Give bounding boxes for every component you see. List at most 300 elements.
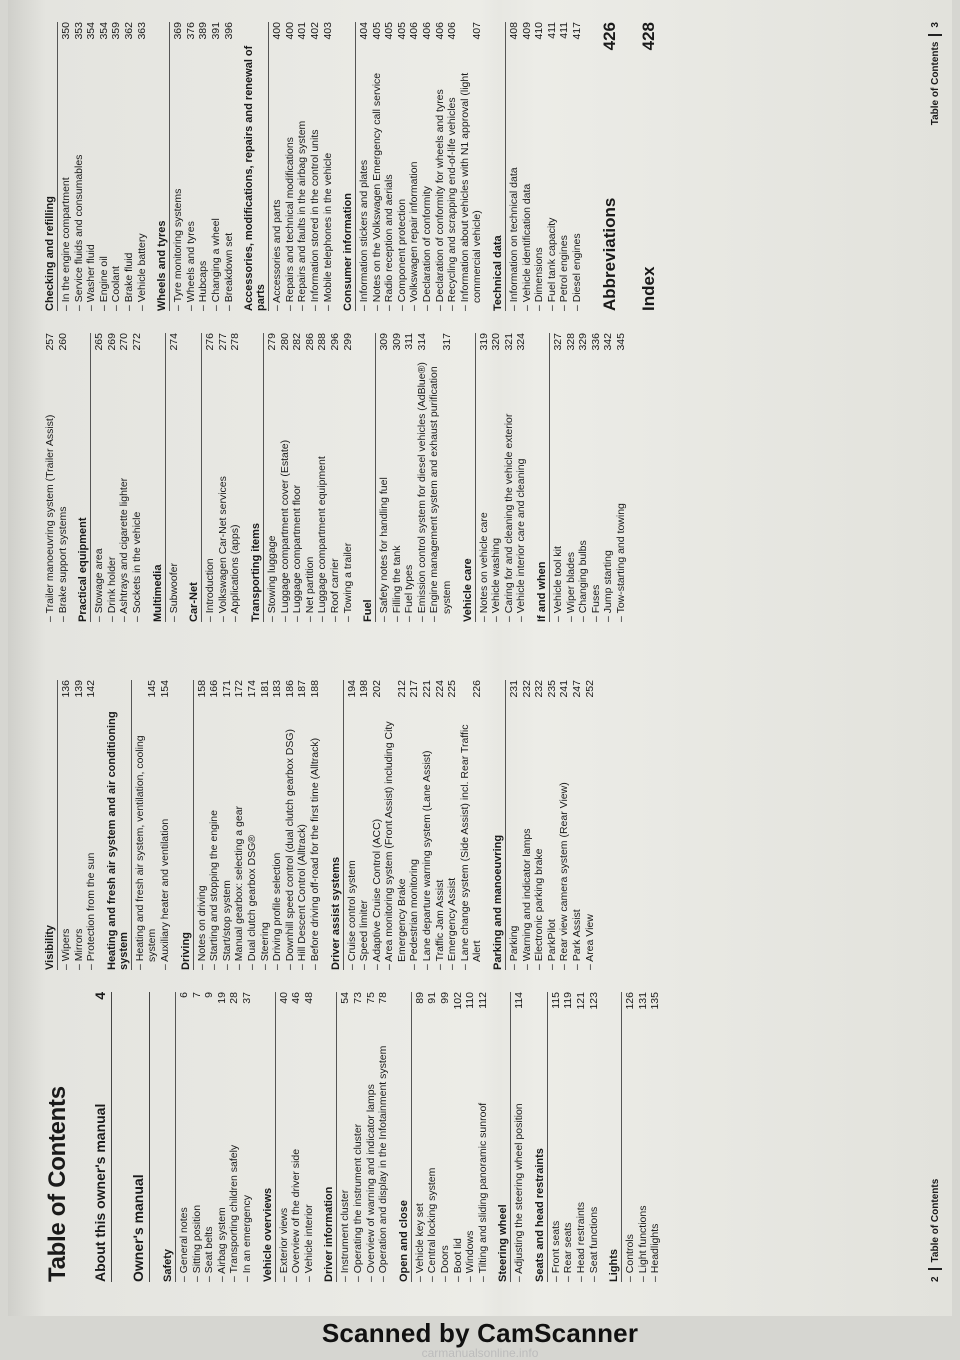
toc-entry[interactable] [98, 22, 111, 311]
toc-entry[interactable] [459, 680, 484, 970]
abbreviations-entry[interactable]: Abbreviations 426 [599, 22, 619, 311]
entry-page: 401 [296, 22, 309, 40]
rotated-spread [8, 0, 952, 1316]
toc-entry[interactable] [93, 333, 106, 622]
toc-entry[interactable] [44, 333, 57, 622]
toc-entry[interactable] [575, 992, 588, 1282]
entry-page: 9 [203, 992, 216, 998]
toc-entry[interactable] [513, 992, 526, 1282]
toc-entry[interactable] [408, 680, 421, 970]
entry-title: – Central locking system [426, 1018, 439, 1282]
entry-title: – Declaration of conformity for wheels and tyres [434, 48, 447, 311]
entry-title: – Hill Descent Control (Alltrack) [296, 706, 309, 970]
toc-entry[interactable] [284, 680, 297, 970]
toc-entry[interactable] [371, 22, 384, 311]
toc-entry[interactable] [216, 992, 229, 1282]
section-title: Multimedia [152, 333, 166, 622]
entry-title: – Vehicle interior [303, 1018, 316, 1282]
entry-title: – Operation and display in the Infotainment system [377, 1018, 390, 1282]
section-title: Heating and fresh air system and air conditioning system [106, 680, 132, 970]
entry-title: – Transporting children safely [228, 1018, 241, 1282]
entry-title: – Exterior views [278, 1018, 291, 1282]
toc-entry[interactable] [521, 680, 534, 970]
toc-entry[interactable] [571, 680, 584, 970]
entry-page: 91 [426, 992, 439, 1004]
toc-entry[interactable] [508, 22, 521, 311]
toc-entry[interactable] [123, 22, 136, 311]
entry-page: 403 [321, 22, 334, 40]
entry-title: – Trailer manoeuvring system (Trailer Assist) [44, 359, 57, 622]
entry-page: 131 [636, 992, 649, 1010]
toc-entry[interactable] [197, 22, 210, 311]
entry-page: 278 [229, 333, 242, 351]
entry-title: – Jump starting [602, 359, 615, 622]
toc-entry[interactable] [339, 992, 352, 1282]
entry-title: – Instrument cluster [339, 1018, 352, 1282]
toc-entry[interactable] [271, 22, 284, 311]
entry-page: 102 [451, 992, 464, 1010]
entry-page: 217 [408, 680, 421, 698]
entry-title: – Driving profile selection [271, 706, 284, 970]
toc-entry[interactable] [503, 333, 516, 622]
entry-title: – Traffic Jam Assist [434, 706, 447, 970]
entry-title: – Vehicle battery [136, 48, 149, 311]
entry-page: 187 [296, 680, 309, 698]
entry-page: 296 [328, 333, 341, 351]
entry-title: – Electronic parking brake [533, 706, 546, 970]
entry-page: 391 [209, 22, 222, 40]
entry-title: – Changing a wheel [210, 48, 223, 311]
toc-entry[interactable] [246, 680, 259, 970]
entry-title: – Drink holder [106, 359, 119, 622]
entry-title: – Net partition [304, 359, 317, 622]
entry-title: – Lane departure warning system (Lane Assist) [421, 706, 434, 970]
entry-title: – Parking [508, 706, 521, 970]
entry-page: 405 [395, 22, 408, 40]
page-number: 3 [929, 22, 941, 28]
entry-page: 319 [477, 333, 490, 351]
entry-page: 75 [364, 992, 377, 1004]
toc-entry[interactable] [552, 333, 565, 622]
entry-page: 389 [197, 22, 210, 40]
about-manual-entry[interactable]: About this owner's manual 4 [86, 992, 112, 1282]
entry-title: – Start/stop system [221, 706, 234, 970]
entry-title: – Roof carrier [329, 359, 342, 622]
entry-title: – Vehicle key set [414, 1018, 427, 1282]
toc-entry[interactable] [571, 22, 584, 311]
entry-page: 314 [415, 333, 428, 351]
entry-title: – Wiper blades [565, 359, 578, 622]
toc-entry[interactable] [229, 333, 242, 622]
entry-title: – Fuel types [403, 359, 416, 622]
entry-page: 400 [271, 22, 284, 40]
section-title: Car-Net [188, 333, 202, 622]
toc-entry[interactable] [60, 680, 73, 970]
entry-page: 54 [339, 992, 352, 1004]
entry-title: – Ashtrays and cigarette lighter [118, 359, 131, 622]
toc-entry[interactable] [309, 22, 322, 311]
entry-page: 272 [130, 333, 143, 351]
toc-entry[interactable] [172, 22, 185, 311]
entry-page: 327 [552, 333, 565, 351]
entry-title: – Speed limiter [358, 706, 371, 970]
entry-page: 172 [233, 680, 246, 698]
section-title: If and when [536, 333, 550, 622]
toc-entry[interactable] [221, 680, 234, 970]
entry-title: – Radio reception and aerials [383, 48, 396, 311]
toc-entry[interactable] [515, 333, 528, 622]
entry-page: 226 [471, 680, 484, 698]
entry-title: – Overview of the driver side [290, 1018, 303, 1282]
entry-page: 407 [471, 22, 484, 40]
toc-entry[interactable] [546, 680, 559, 970]
entry-title: – Sitting position [191, 1018, 204, 1282]
toc-section [106, 680, 172, 970]
entry-page: 6 [178, 992, 190, 998]
entry-title: – Vehicle identification data [521, 48, 534, 311]
toc-entry[interactable] [304, 333, 317, 622]
toc-entry[interactable] [577, 333, 590, 622]
entry-page: 311 [403, 333, 416, 350]
entry-title: – Component protection [396, 48, 409, 311]
section-title: Practical equipment [77, 333, 91, 622]
toc-entry[interactable] [383, 22, 396, 311]
entry-page: 405 [370, 22, 383, 40]
entry-title: – Notes on vehicle care [478, 359, 491, 622]
toc-entry[interactable] [358, 680, 371, 970]
toc-entry[interactable] [291, 333, 304, 622]
entry-page: 183 [271, 680, 284, 698]
toc-entry[interactable] [85, 22, 98, 311]
toc-entry[interactable] [85, 680, 98, 970]
toc-entry[interactable] [371, 680, 384, 970]
entry-page: 309 [390, 333, 403, 351]
toc-entry[interactable] [118, 333, 131, 622]
toc-entry[interactable] [358, 22, 371, 311]
page-footer [928, 22, 942, 125]
entry-page: 119 [562, 992, 575, 1009]
index-entry[interactable]: Index 428 [638, 22, 658, 311]
toc-entry[interactable] [403, 333, 416, 622]
toc-entry[interactable] [459, 22, 484, 311]
toc-entry[interactable] [590, 333, 603, 622]
entry-title: – Windows [464, 1018, 477, 1282]
footer-label: Table of Contents [929, 1178, 941, 1263]
toc-entry[interactable] [508, 680, 521, 970]
section-title: Technical data [492, 22, 506, 311]
section-title: Fuel [362, 333, 376, 622]
toc-entry[interactable] [57, 333, 70, 622]
toc-entry[interactable] [533, 22, 546, 311]
section-title: Visibility [44, 680, 58, 970]
toc-entry[interactable] [73, 680, 86, 970]
toc-section [152, 333, 181, 622]
left-col-2 [44, 680, 894, 970]
entry-page: 145 [146, 680, 159, 698]
entry-page: 73 [351, 992, 364, 1004]
entry-title: – Subwoofer [168, 359, 181, 622]
entry-page: 411 [545, 22, 558, 39]
entry-title: – Dual clutch gearbox DSG® [246, 706, 259, 970]
toc-entry[interactable] [284, 22, 297, 311]
entry-title: – Protection from the sun [85, 706, 98, 970]
entry-title: – Applications (apps) [229, 359, 242, 622]
entry-page: 276 [204, 333, 217, 351]
entry-title: – Repairs and faults in the airbag system [296, 48, 309, 311]
toc-entry[interactable] [428, 333, 453, 622]
entry-title: – Notes on the Volkswagen Emergency call service [371, 48, 384, 311]
toc-section [44, 22, 148, 311]
toc-entry[interactable] [365, 992, 378, 1282]
toc-entry[interactable] [316, 333, 329, 622]
entry-title: – Luggage compartment floor [291, 359, 304, 622]
entry-title: – Brake support systems [57, 359, 70, 622]
toc-entry[interactable] [203, 992, 216, 1282]
toc-entry[interactable] [223, 22, 236, 311]
toc-entry[interactable] [178, 992, 191, 1282]
toc-entry[interactable] [278, 992, 291, 1282]
entry-title: – Area monitoring system (Front Assist) including City Emergency Brake [383, 706, 408, 970]
toc-entry[interactable] [241, 992, 254, 1282]
section-title: Transporting items [250, 333, 264, 622]
toc-entry[interactable] [396, 22, 409, 311]
entry-title: – Brake fluid [123, 48, 136, 311]
entry-title: – Adjusting the steering wheel position [513, 1018, 526, 1282]
entry-page: 241 [558, 680, 571, 698]
toc-entry[interactable] [624, 992, 637, 1282]
entry-title: – Stowing luggage [266, 359, 279, 622]
entry-title: – In an emergency [241, 1018, 254, 1282]
toc-entry[interactable] [329, 333, 342, 622]
entry-title: – Introduction [204, 359, 217, 622]
entry-page: 48 [302, 992, 315, 1004]
toc-section [162, 992, 254, 1282]
entry-title: – Emission control system for diesel vehicles (AdBlue®) [416, 359, 429, 622]
entry-page: 409 [520, 22, 533, 40]
entry-page: 354 [97, 22, 110, 40]
toc-section [492, 22, 584, 311]
toc-section [398, 992, 490, 1282]
toc-entry[interactable] [452, 992, 465, 1282]
toc-entry[interactable] [421, 680, 434, 970]
scanner-watermark: Scanned by CamScanner [321, 1318, 639, 1348]
entry-page: 231 [508, 680, 521, 698]
entry-title: – Rear view camera system (Rear View) [558, 706, 571, 970]
entry-title: – Vehicle interior care and cleaning [515, 359, 528, 622]
entry-title: – Starting and stopping the engine [208, 706, 221, 970]
toc-entry[interactable] [584, 680, 597, 970]
entry-title: – Service fluids and consumables [73, 48, 86, 311]
toc-entry[interactable] [266, 333, 279, 622]
entry-page: 221 [421, 680, 434, 698]
toc-entry[interactable] [271, 680, 284, 970]
toc-entry[interactable] [391, 333, 404, 622]
entry-page: 299 [341, 333, 354, 351]
toc-entry[interactable] [296, 680, 309, 970]
entry-page: 154 [158, 680, 171, 698]
entry-page: 408 [508, 22, 521, 40]
toc-entry[interactable] [290, 992, 303, 1282]
entry-page: 362 [122, 22, 135, 40]
toc-entry[interactable] [191, 992, 204, 1282]
footer-label: Table of Contents [929, 41, 941, 126]
entry-page: 202 [370, 680, 383, 698]
entry-page: 317 [441, 333, 454, 351]
toc-entry[interactable] [546, 22, 559, 311]
entry-page: 411 [558, 22, 571, 39]
entry-title: – Declaration of conformity [421, 48, 434, 311]
toc-entry[interactable] [378, 333, 391, 622]
toc-entry[interactable] [615, 333, 628, 622]
entry-page: 114 [513, 992, 526, 1009]
entry-page: 350 [60, 22, 72, 40]
toc-entry[interactable] [110, 22, 123, 311]
entry-page: 406 [408, 22, 421, 40]
entry-page: 282 [291, 333, 304, 351]
toc-entry[interactable] [490, 333, 503, 622]
entry-title: – Rear seats [562, 1018, 575, 1282]
toc-entry[interactable] [558, 680, 571, 970]
entry-page: 400 [283, 22, 296, 40]
entry-title: – Volkswagen Car-Net services [217, 359, 230, 622]
entry-page: 186 [283, 680, 296, 698]
entry-title: – Breakdown set [223, 48, 236, 311]
entry-title: – Lane change system (Side Assist) incl. Rear Traffic Alert [459, 706, 484, 970]
entry-page: 112 [476, 992, 489, 1009]
toc-entry[interactable] [637, 992, 650, 1282]
toc-section [342, 22, 484, 311]
toc-entry[interactable] [352, 992, 365, 1282]
toc-entry[interactable] [550, 992, 563, 1282]
toc-section [497, 992, 526, 1282]
toc-entry[interactable] [159, 680, 172, 970]
toc-entry[interactable] [408, 22, 421, 311]
entry-page: 280 [278, 333, 291, 351]
right-page [8, 0, 952, 658]
toc-entry[interactable] [521, 22, 534, 311]
toc-entry[interactable] [136, 22, 149, 311]
toc-entry[interactable] [434, 22, 447, 311]
entry-page: 410 [533, 22, 546, 40]
toc-entry[interactable] [434, 680, 447, 970]
entry-title: – Notes on driving [196, 706, 209, 970]
toc-entry[interactable] [439, 992, 452, 1282]
section-title: Vehicle overviews [262, 992, 276, 1282]
toc-entry[interactable] [562, 992, 575, 1282]
toc-entry[interactable] [168, 333, 181, 622]
entry-page: 376 [184, 22, 197, 40]
toc-entry[interactable] [477, 992, 490, 1282]
entry-title: – Luggage compartment equipment [316, 359, 329, 622]
entry-title: – Headlights [649, 1018, 662, 1282]
toc-entry[interactable] [464, 992, 477, 1282]
toc-entry[interactable] [233, 680, 246, 970]
owners-manual-entry[interactable]: Owner's manual [124, 992, 150, 1282]
toc-entry[interactable] [558, 22, 571, 311]
section-title: Consumer information [342, 22, 356, 311]
toc-entry[interactable] [602, 333, 615, 622]
toc-entry[interactable] [416, 333, 429, 622]
toc-entry[interactable] [228, 992, 241, 1282]
page-title: Table of Contents [44, 1086, 71, 1282]
entry-page: 166 [208, 680, 221, 698]
toc-entry[interactable] [426, 992, 439, 1282]
toc-entry[interactable] [60, 22, 73, 311]
entry-title: – Sockets in the vehicle [131, 359, 144, 622]
entry-page: 171 [220, 680, 233, 698]
toc-entry[interactable] [346, 680, 359, 970]
toc-entry[interactable] [303, 992, 316, 1282]
toc-entry[interactable] [478, 333, 491, 622]
toc-section [44, 680, 98, 970]
entry-title: – Fuel tank capacity [546, 48, 559, 311]
toc-entry[interactable] [210, 22, 223, 311]
toc-entry[interactable] [421, 22, 434, 311]
toc-entry[interactable] [414, 992, 427, 1282]
entry-title: – In the engine compartment [60, 48, 73, 311]
toc-entry[interactable] [446, 22, 459, 311]
entry-page: 369 [172, 22, 185, 40]
entry-title: – Vehicle washing [490, 359, 503, 622]
toc-entry[interactable] [322, 22, 335, 311]
entry-page: 252 [583, 680, 596, 698]
toc-entry[interactable] [342, 333, 355, 622]
section-title: Safety [162, 992, 176, 1282]
toc-entry[interactable] [383, 680, 408, 970]
entry-title: – Steering [259, 706, 272, 970]
toc-entry[interactable] [296, 22, 309, 311]
entry-page: 359 [110, 22, 123, 40]
toc-entry[interactable] [446, 680, 459, 970]
toc-entry[interactable] [196, 680, 209, 970]
toc-entry[interactable] [217, 333, 230, 622]
section-title: Wheels and tyres [156, 22, 170, 311]
toc-entry[interactable] [533, 680, 546, 970]
entry-page: 232 [533, 680, 546, 698]
entry-page: 198 [358, 680, 371, 698]
entry-page: 324 [515, 333, 528, 351]
toc-entry[interactable] [204, 333, 217, 622]
entry-title: – Cruise control system [346, 706, 359, 970]
toc-entry[interactable] [565, 333, 578, 622]
entry-page: 139 [72, 680, 85, 698]
entry-title: – Operating the instrument cluster [352, 1018, 365, 1282]
entry-title: – Head restraints [575, 1018, 588, 1282]
toc-entry[interactable] [309, 680, 322, 970]
toc-section [180, 680, 322, 970]
toc-entry[interactable] [185, 22, 198, 311]
toc-entry[interactable] [259, 680, 272, 970]
toc-entry[interactable] [208, 680, 221, 970]
toc-entry[interactable] [131, 333, 144, 622]
entry-title: – Dimensions [533, 48, 546, 311]
toc-section [534, 992, 600, 1282]
toc-entry[interactable] [588, 992, 601, 1282]
toc-entry[interactable] [279, 333, 292, 622]
toc-entry[interactable] [106, 333, 119, 622]
toc-entry[interactable] [73, 22, 86, 311]
toc-entry[interactable] [377, 992, 390, 1282]
toc-entry[interactable] [134, 680, 159, 970]
entry-title: – Tyre monitoring systems [172, 48, 185, 311]
entry-title: – Doors [439, 1018, 452, 1282]
entry-title: – Coolant [110, 48, 123, 311]
left-page [8, 658, 952, 1316]
toc-entry[interactable] [649, 992, 662, 1282]
entry-page: 336 [589, 333, 602, 351]
right-col-2 [44, 22, 894, 311]
page-number: 2 [929, 1276, 941, 1282]
